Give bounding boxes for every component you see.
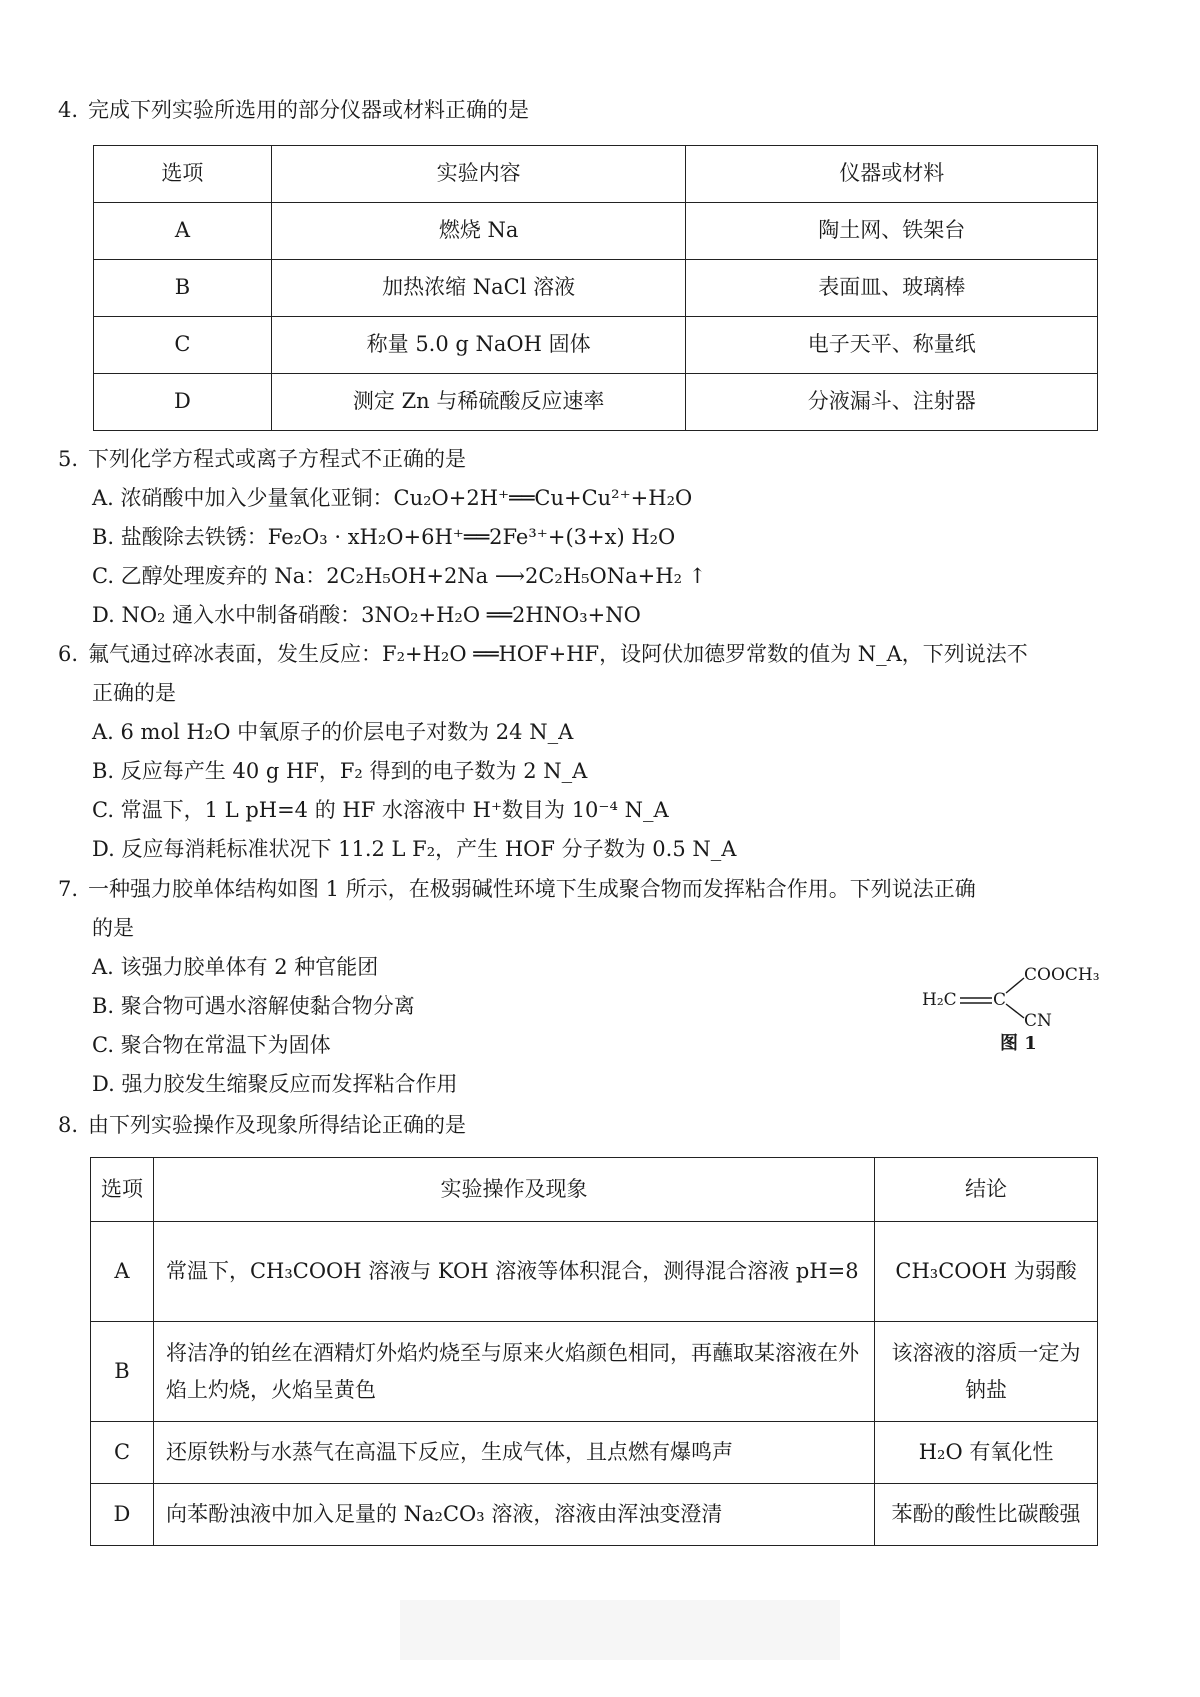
- option-b: B. 盐酸除去铁锈：Fe₂O₃ · xH₂O+6H⁺══2Fe³⁺+(3+x) H₂O: [92, 525, 676, 549]
- table-row: [94, 260, 1098, 317]
- conclusion-cell: 该溶液的溶质一定为钠盐: [875, 1322, 1098, 1422]
- option-d: D. 强力胶发生缩聚反应而发挥粘合作用: [92, 1072, 458, 1096]
- header-cell: 选项: [94, 146, 272, 203]
- option-cell: C: [94, 317, 272, 374]
- option-cell: B: [91, 1322, 154, 1422]
- option-cell: A: [91, 1222, 154, 1322]
- content-cell: 称量 5.0 g NaOH 固体: [271, 317, 686, 374]
- h2c-group: H₂C: [922, 990, 957, 1010]
- bond-to-nitrile: [1006, 1004, 1024, 1018]
- option-d: D. 反应每消耗标准状况下 11.2 L F₂，产生 HOF 分子数为 0.5 N_A: [92, 837, 737, 861]
- nitrile-group: CN: [1024, 1011, 1052, 1030]
- header-cell: 结论: [875, 1158, 1098, 1222]
- operation-cell: 常温下，CH₃COOH 溶液与 KOH 溶液等体积混合，测得混合溶液 pH=8: [153, 1222, 874, 1322]
- content-cell: 测定 Zn 与稀硫酸反应速率: [271, 374, 686, 431]
- table-row: [91, 1484, 1098, 1546]
- question-stem: 完成下列实验所选用的部分仪器或材料正确的是: [88, 98, 529, 122]
- option-c: C. 常温下，1 L pH=4 的 HF 水溶液中 H⁺数目为 10⁻⁴ N_A: [92, 798, 669, 822]
- header-cell: 选项: [91, 1158, 154, 1222]
- header-cell: 仪器或材料: [686, 146, 1098, 203]
- figure-caption: 图 1: [1000, 1033, 1037, 1054]
- material-cell: 电子天平、称量纸: [686, 317, 1098, 374]
- header-cell: 实验内容: [271, 146, 686, 203]
- option-cell: C: [91, 1422, 154, 1484]
- option-b: B. 反应每产生 40 g HF，F₂ 得到的电子数为 2 N_A: [92, 759, 588, 783]
- material-cell: 表面皿、玻璃棒: [686, 260, 1098, 317]
- operation-cell: 还原铁粉与水蒸气在高温下反应，生成气体，且点燃有爆鸣声: [153, 1422, 874, 1484]
- option-cell: D: [91, 1484, 154, 1546]
- table-row: [91, 1322, 1098, 1422]
- question-stem: 氟气通过碎冰表面，发生反应：F₂+H₂O ══HOF+HF，设阿伏加德罗常数的值为 N_A，下列说法不: [88, 642, 1028, 666]
- bond-to-ester: [1006, 978, 1024, 993]
- question-number: 7.: [58, 877, 79, 901]
- question-number: 8.: [58, 1113, 79, 1137]
- operation-cell: 将洁净的铂丝在酒精灯外焰灼烧至与原来火焰颜色相同，再蘸取某溶液在外焰上灼烧，火焰呈黄色: [153, 1322, 874, 1422]
- question-number: 4.: [58, 98, 79, 122]
- operation-cell: 向苯酚浊液中加入足量的 Na₂CO₃ 溶液，溶液由浑浊变澄清: [153, 1484, 874, 1546]
- question-7: [58, 874, 1108, 906]
- central-carbon: C: [993, 990, 1007, 1010]
- table-row: [91, 1222, 1098, 1322]
- content-cell: 加热浓缩 NaCl 溶液: [271, 260, 686, 317]
- option-c: C. 乙醇处理废弃的 Na：2C₂H₅OH+2Na ⟶2C₂H₅ONa+H₂ ↑: [92, 564, 707, 588]
- question-stem: 由下列实验操作及现象所得结论正确的是: [88, 1113, 466, 1137]
- content-cell: 燃烧 Na: [271, 203, 686, 260]
- option-cell: A: [94, 203, 272, 260]
- question-stem-continued: 的是: [92, 916, 134, 940]
- q4-table: [93, 145, 1098, 431]
- header-cell: 实验操作及现象: [153, 1158, 874, 1222]
- question-stem: 下列化学方程式或离子方程式不正确的是: [88, 447, 466, 471]
- question-4: [58, 95, 1108, 127]
- conclusion-cell: H₂O 有氧化性: [875, 1422, 1098, 1484]
- figure-1-structure: [920, 960, 1120, 1030]
- material-cell: 陶土网、铁架台: [686, 203, 1098, 260]
- table-row: [94, 374, 1098, 431]
- table-row: [94, 317, 1098, 374]
- question-5: [58, 444, 1108, 476]
- conclusion-cell: CH₃COOH 为弱酸: [875, 1222, 1098, 1322]
- option-d: D. NO₂ 通入水中制备硝酸：3NO₂+H₂O ══2HNO₃+NO: [92, 603, 641, 627]
- question-6: [58, 639, 1108, 671]
- option-cell: D: [94, 374, 272, 431]
- question-number: 5.: [58, 447, 79, 471]
- option-c: C. 聚合物在常温下为固体: [92, 1033, 331, 1057]
- option-cell: B: [94, 260, 272, 317]
- option-a: A. 该强力胶单体有 2 种官能团: [92, 955, 379, 979]
- question-stem-continued: 正确的是: [92, 681, 176, 705]
- question-stem: 一种强力胶单体结构如图 1 所示，在极弱碱性环境下生成聚合物而发挥粘合作用。下列说法正确: [88, 877, 976, 901]
- option-a: A. 浓硝酸中加入少量氧化亚铜：Cu₂O+2H⁺══Cu+Cu²⁺+H₂O: [92, 486, 693, 510]
- material-cell: 分液漏斗、注射器: [686, 374, 1098, 431]
- ester-group: COOCH₃: [1024, 965, 1100, 985]
- conclusion-cell: 苯酚的酸性比碳酸强: [875, 1484, 1098, 1546]
- table-row: [91, 1422, 1098, 1484]
- option-b: B. 聚合物可遇水溶解使黏合物分离: [92, 994, 415, 1018]
- question-8: [58, 1110, 1108, 1142]
- table-row: [94, 203, 1098, 260]
- scan-shadow: [400, 1600, 840, 1660]
- option-a: A. 6 mol H₂O 中氧原子的价层电子对数为 24 N_A: [92, 720, 574, 744]
- question-number: 6.: [58, 642, 79, 666]
- table-header-row: [94, 146, 1098, 203]
- q8-table: [90, 1157, 1098, 1546]
- table-header-row: [91, 1158, 1098, 1222]
